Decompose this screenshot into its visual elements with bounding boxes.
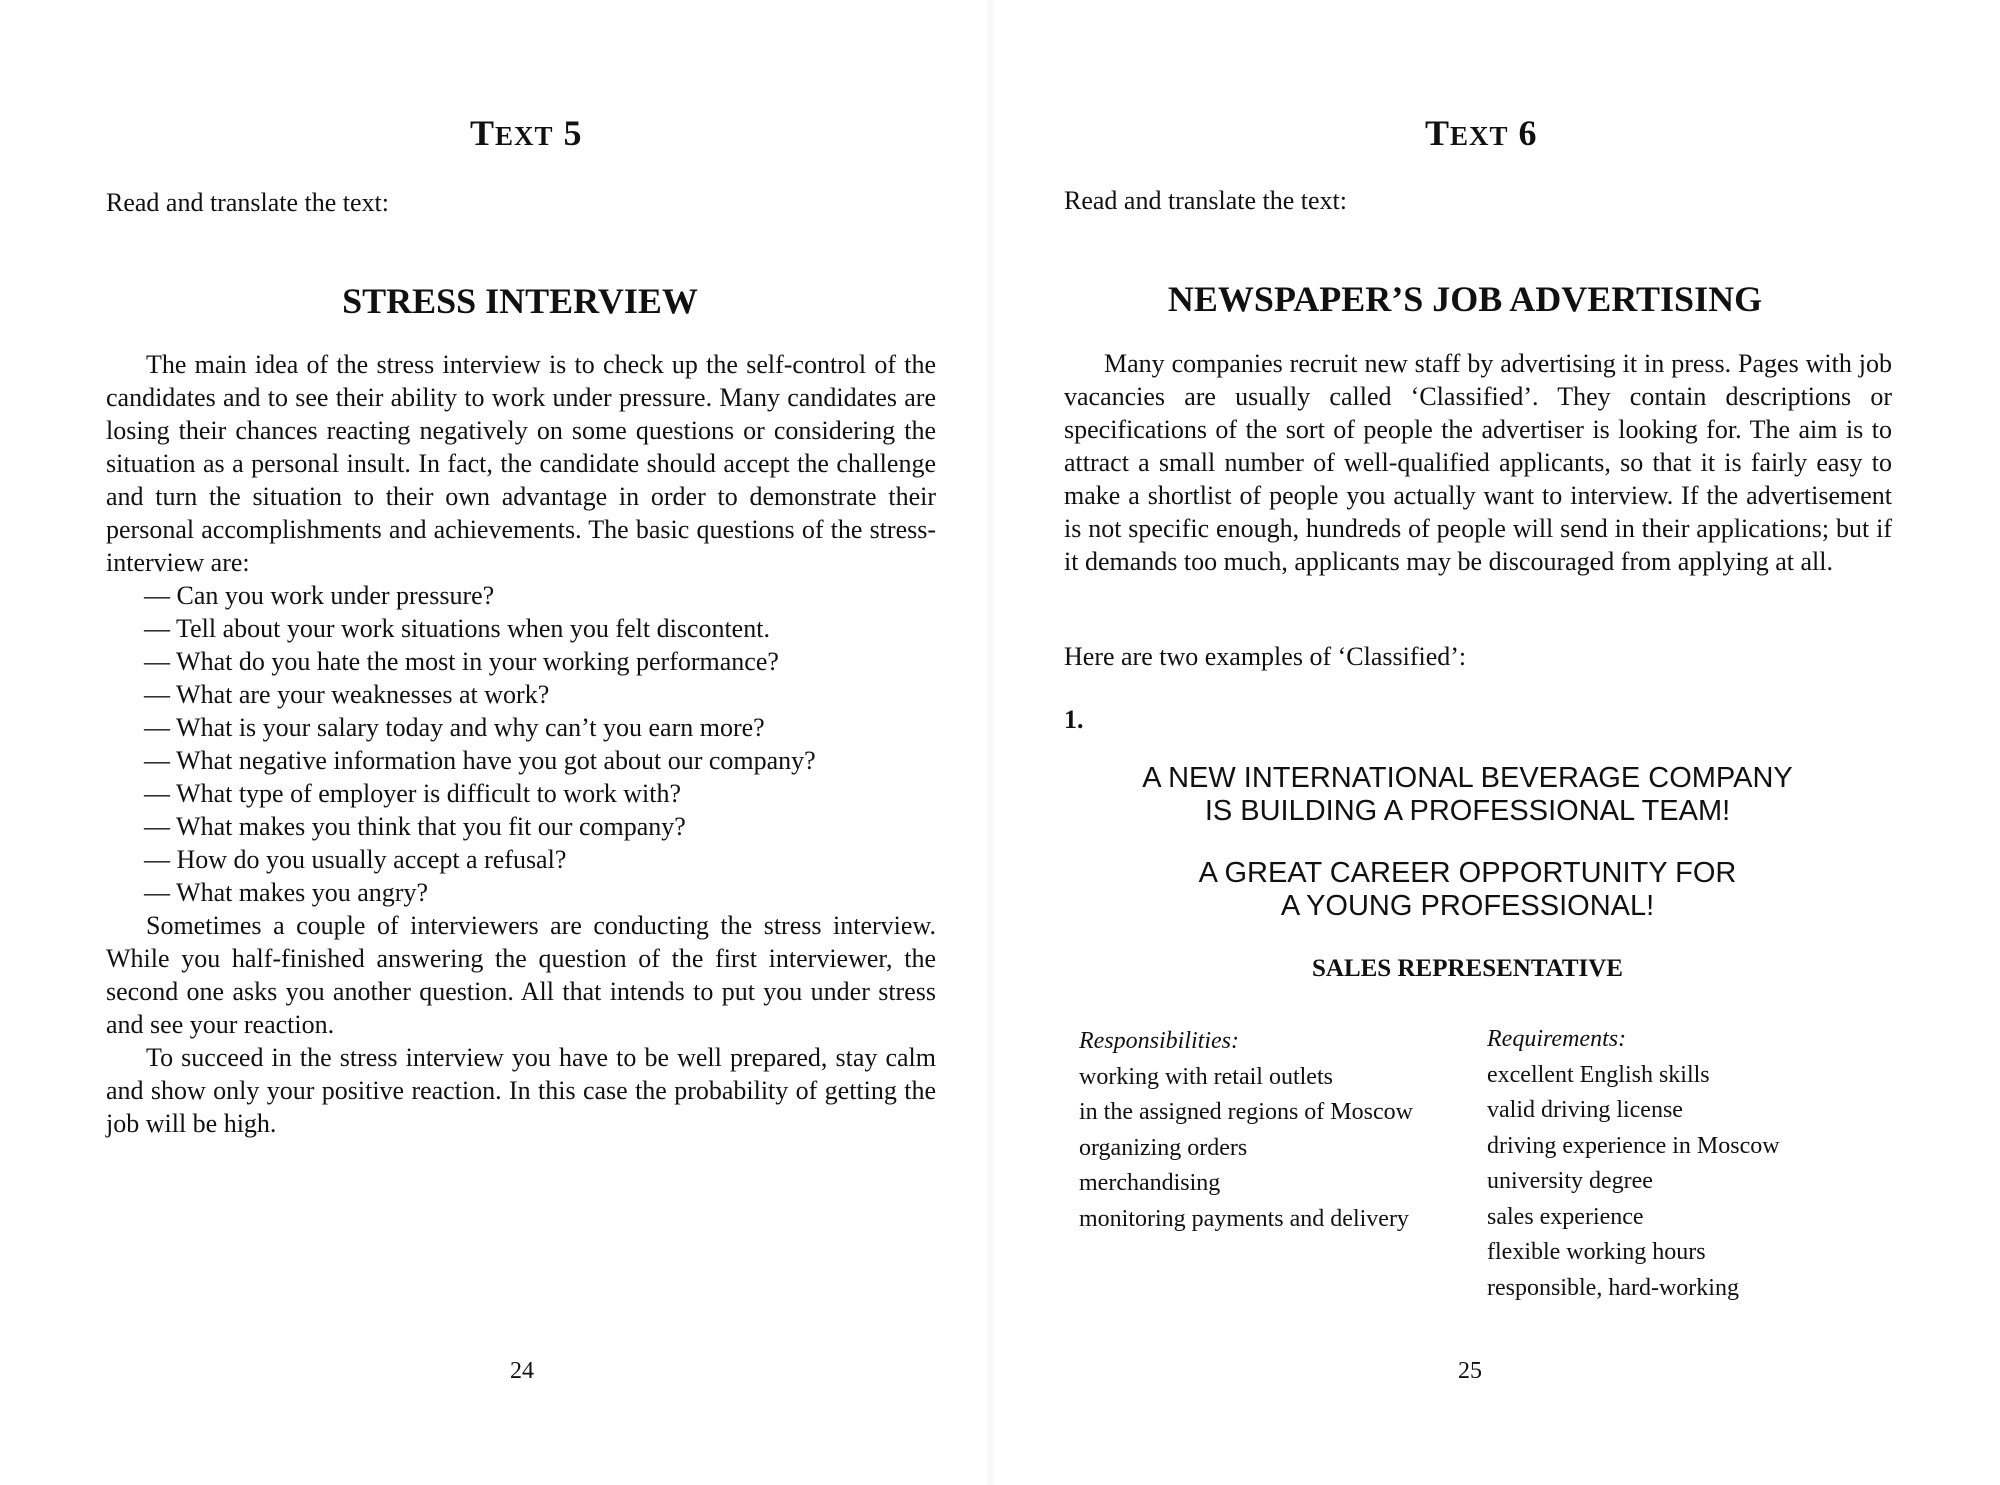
responsibility-item: working with retail outlets [1079, 1063, 1333, 1090]
requirement-item: university degree [1487, 1168, 1653, 1194]
paragraph-1: Many companies recruit new staff by advertising it in press. Pages with job vacancies are usually called ‘Classified’. They contain descriptions or specifications of the sort of people the advertiser is looking for. The aim is to attract a small number of well-qualified applicants, so that it is fairly easy to make a shortlist of people you actually want to interview. If the advertisement is not specific enough, hundreds of people will send in their applications; but if it demands too much, applicants may be discouraged from applying at all. [1064, 349, 1892, 576]
text-5-label [470, 112, 583, 154]
question-item: — What type of employer is difficult to work with? [144, 779, 681, 808]
page-number: 25 [1458, 1358, 1482, 1384]
ad-headline-line: A GREAT CAREER OPPORTUNITY FOR [1198, 857, 1737, 889]
article-title: STRESS INTERVIEW [342, 281, 698, 321]
text-label-initial: T [470, 113, 496, 153]
responsibilities-column [1079, 1024, 1413, 1237]
page-number: 24 [510, 1358, 534, 1384]
text-label-initial: T [1425, 113, 1451, 153]
requirement-item: responsible, hard-working [1487, 1274, 1739, 1301]
requirements-title: Requirements: [1487, 1026, 1627, 1052]
article-body [1064, 347, 1892, 578]
question-list [106, 579, 936, 909]
left-page [0, 0, 990, 1485]
text-label-rest: EXT [1450, 121, 1509, 151]
responsibility-item: merchandising [1079, 1170, 1221, 1196]
paragraph-1: The main idea of the stress interview is to check up the self-control of the candidates and to see their ability to work under pressure. Many candidates are losing their chances reacting negatively on some questions or considering the situation as a personal insult. In fact, the candidate should accept the challenge and turn the situation to their own advantage in order to demonstrate their personal accomplishments and achievements. The basic questions of the stress-interview are: [106, 350, 936, 577]
responsibility-item: organizing orders [1079, 1134, 1248, 1161]
requirements-column [1487, 1022, 1780, 1306]
requirement-item: sales experience [1487, 1203, 1644, 1230]
question-item: — How do you usually accept a refusal? [144, 845, 567, 874]
ad-position-title: SALES REPRESENTATIVE [1312, 955, 1623, 982]
responsibility-item: monitoring payments and delivery [1079, 1205, 1409, 1232]
instruction: Read and translate the text: [1064, 186, 1348, 215]
ad-headline-line: IS BUILDING A PROFESSIONAL TEAM! [1204, 795, 1731, 827]
instruction: Read and translate the text: [106, 188, 390, 217]
ad-headline [990, 762, 1945, 828]
question-item: — Tell about your work situations when you felt discontent. [144, 614, 770, 643]
requirement-item: driving experience in Moscow [1487, 1132, 1780, 1159]
text-6-label [1425, 112, 1538, 154]
ad-subheadline [990, 857, 1945, 923]
examples-intro: Here are two examples of ‘Classified’: [1064, 642, 1467, 671]
text-label-rest: EXT [495, 121, 554, 151]
requirement-item: excellent English skills [1487, 1061, 1710, 1088]
question-item: — What makes you angry? [144, 878, 428, 907]
responsibilities-title: Responsibilities: [1079, 1028, 1239, 1054]
responsibility-item: in the assigned regions of Moscow [1079, 1099, 1413, 1125]
article-body [106, 348, 936, 1140]
question-item: — What makes you think that you fit our company? [144, 812, 686, 841]
requirement-item: flexible working hours [1487, 1239, 1706, 1265]
paragraph-2: Sometimes a couple of interviewers are conducting the stress interview. While you half-finished answering the question of the first interviewer, the second one asks you another question. All that intends to put you under stress and see your reaction. [106, 911, 936, 1039]
question-item: — What are your weaknesses at work? [144, 680, 550, 709]
question-item: — What negative information have you got about our company? [144, 746, 816, 775]
article-title: NEWSPAPER’S JOB ADVERTISING [1167, 279, 1763, 319]
text-label-number: 5 [563, 113, 583, 153]
text-label-number: 6 [1518, 113, 1538, 153]
ad-headline-line: A NEW INTERNATIONAL BEVERAGE COMPANY [1142, 762, 1793, 794]
question-item: — What is your salary today and why can’t you earn more? [144, 713, 765, 742]
example-number: 1. [1064, 705, 1084, 734]
right-page [990, 0, 2000, 1485]
question-item: — What do you hate the most in your working performance? [144, 647, 779, 676]
requirement-item: valid driving license [1487, 1097, 1683, 1123]
question-item: — Can you work under pressure? [144, 581, 495, 610]
paragraph-3: To succeed in the stress interview you have to be well prepared, stay calm and show only your positive reaction. In this case the probability of getting the job will be high. [106, 1043, 936, 1138]
ad-headline-line: A YOUNG PROFESSIONAL! [1280, 890, 1655, 922]
